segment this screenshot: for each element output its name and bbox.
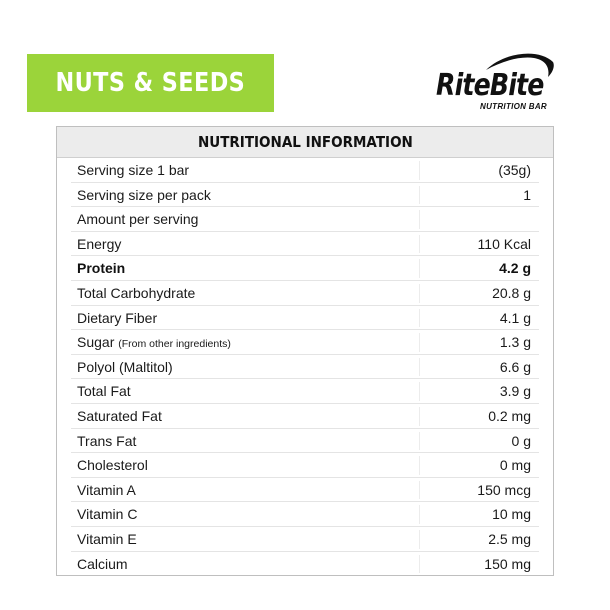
nutrition-row	[57, 527, 553, 552]
nutrition-row	[57, 232, 553, 257]
nutrient-name: Saturated Fat	[77, 407, 162, 424]
nutrition-row	[57, 502, 553, 527]
nutrient-label	[77, 162, 189, 178]
nutrient-name: Vitamin C	[77, 506, 138, 523]
panel-title: NUTRITIONAL INFORMATION	[197, 133, 413, 151]
nutrient-name: Serving size per pack	[77, 186, 211, 203]
nutrition-row	[57, 207, 553, 232]
nutrition-row	[57, 306, 553, 331]
nutrient-label	[77, 383, 131, 399]
nutrient-name: Serving size 1 bar	[77, 162, 190, 178]
nutrient-value: 20.8 g	[492, 284, 531, 301]
nutrient-name: Energy	[77, 235, 122, 252]
nutrient-label	[77, 556, 128, 572]
nutrient-value: 0 mg	[499, 457, 531, 474]
nutrition-row	[57, 183, 553, 208]
nutrition-row	[57, 453, 553, 478]
nutrition-row	[57, 478, 553, 503]
nutrient-value: 1.3 g	[499, 334, 531, 351]
nutrient-value: 4.2 g	[499, 260, 531, 277]
logo-tagline: NUTRITION BAR	[480, 102, 548, 111]
nutrient-name: Polyol (Maltitol)	[77, 358, 173, 375]
nutrient-label	[77, 260, 125, 276]
nutrient-label	[77, 236, 121, 252]
nutrition-row	[57, 552, 553, 577]
nutrient-value: 10 mg	[492, 506, 531, 523]
nutrient-label	[77, 457, 148, 473]
nutrient-value: 1	[523, 186, 531, 203]
nutrient-value: (35g)	[498, 162, 531, 178]
nutrient-name: Calcium	[77, 555, 128, 572]
nutrition-row	[57, 429, 553, 454]
panel-header	[57, 127, 553, 158]
nutrient-value: 3.9 g	[499, 383, 531, 400]
nutrition-row	[57, 158, 553, 183]
nutrient-name: Dietary Fiber	[77, 309, 158, 326]
nutrient-label	[77, 506, 137, 522]
nutrition-row	[57, 404, 553, 429]
nutrient-name: Amount per serving	[77, 211, 199, 228]
nutrient-label	[77, 211, 198, 227]
nutrient-name: Sugar	[77, 334, 115, 351]
nutrition-row	[57, 330, 553, 355]
nutrient-name: Total Fat	[77, 383, 131, 400]
nutrient-value: 110 Kcal	[477, 235, 531, 252]
nutrition-row	[57, 281, 553, 306]
nutrient-label	[77, 482, 136, 498]
nutrition-row	[57, 355, 553, 380]
nutrition-row	[57, 256, 553, 281]
nutrient-value: 6.6 g	[499, 358, 531, 375]
nutrition-rows	[57, 158, 553, 576]
nutrient-value: 0 g	[511, 432, 531, 449]
nutrition-row	[57, 379, 553, 404]
nutrient-label	[77, 334, 231, 350]
nutrient-value: 0.2 mg	[488, 407, 531, 424]
nutrient-label	[77, 187, 211, 203]
nutrient-name: Trans Fat	[77, 432, 137, 449]
category-title: NUTS & SEEDS	[55, 68, 246, 98]
nutrient-value: 2.5 mg	[488, 530, 531, 547]
category-banner	[27, 54, 274, 112]
logo-brand: RiteBite	[436, 68, 544, 103]
nutrient-name: Protein	[77, 260, 126, 277]
nutrient-label	[77, 285, 195, 301]
nutrient-value: 150 mcg	[477, 481, 531, 498]
nutrient-note: (From other ingredients)	[118, 338, 231, 351]
nutrition-panel	[56, 126, 554, 576]
nutrient-value: 4.1 g	[499, 309, 531, 326]
nutrient-name: Total Carbohydrate	[77, 284, 196, 301]
nutrient-name: Vitamin A	[77, 481, 136, 498]
nutrient-name: Vitamin E	[77, 530, 137, 547]
nutrient-value: 150 mg	[484, 555, 531, 572]
nutrient-label	[77, 531, 137, 547]
nutrient-label	[77, 433, 136, 449]
nutrient-label	[77, 359, 173, 375]
nutrient-name: Cholesterol	[77, 457, 148, 474]
nutrient-label	[77, 310, 157, 326]
nutrient-label	[77, 408, 162, 424]
ritebite-logo	[434, 50, 556, 116]
